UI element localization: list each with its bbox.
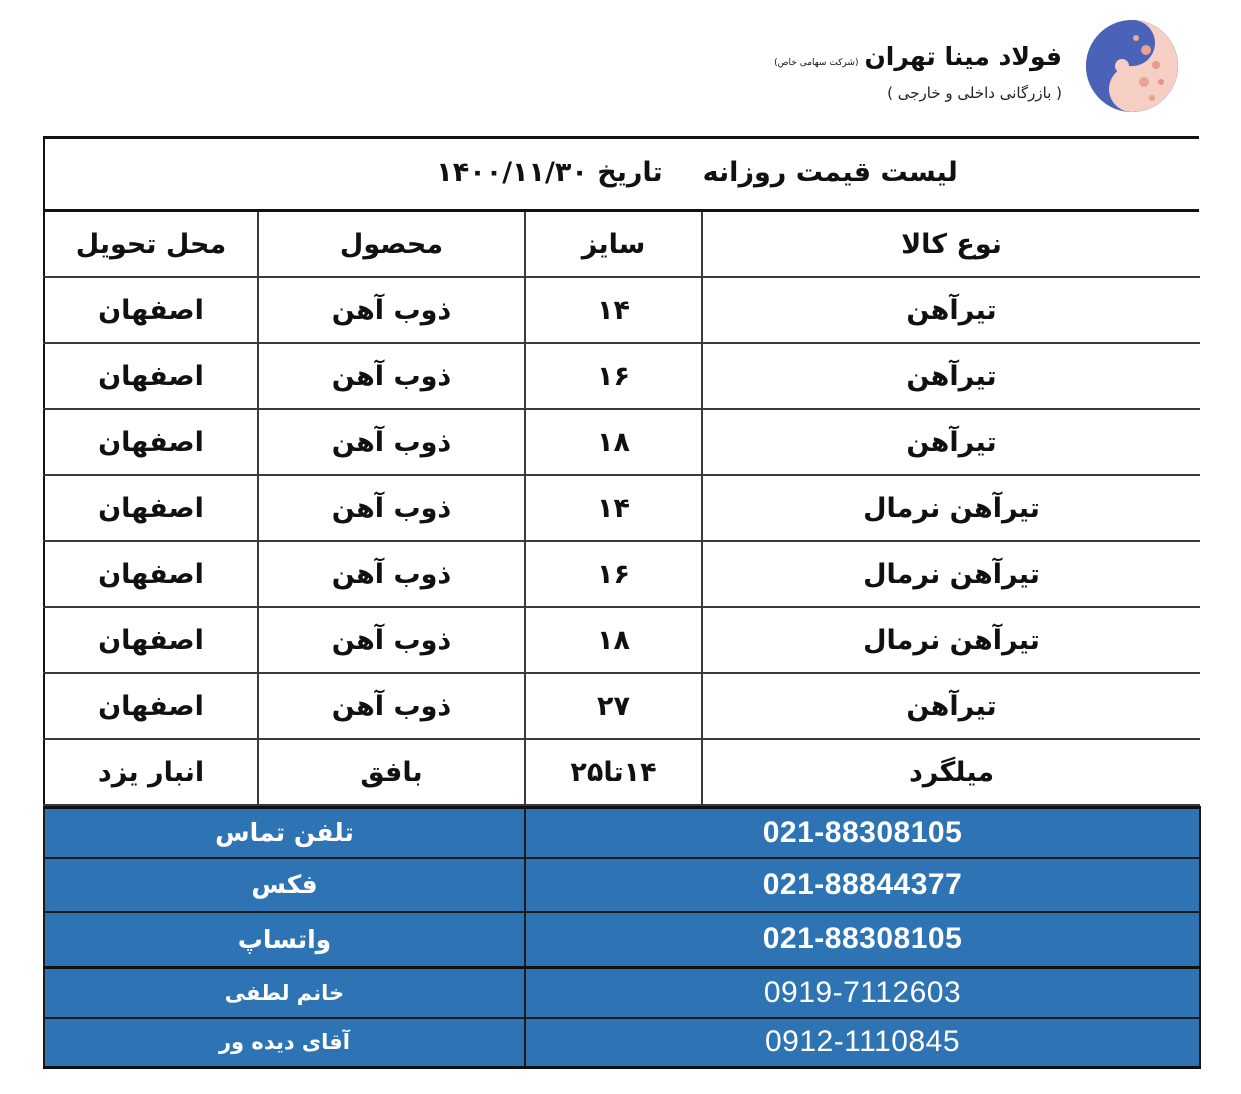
cell-type: تیرآهن xyxy=(702,277,1200,343)
contact-number[interactable]: 0912-1110845 xyxy=(525,1018,1200,1068)
title-heading: لیست قیمت روزانه xyxy=(702,157,958,188)
contact-label: آقای دیده ور xyxy=(44,1018,525,1068)
table-row xyxy=(44,277,1200,343)
cell-delivery: اصفهان xyxy=(44,673,258,739)
table-row xyxy=(44,409,1200,475)
contact-label: فکس xyxy=(44,858,525,912)
contact-row-person xyxy=(44,968,1200,1018)
column-header-delivery: محل تحویل xyxy=(44,212,258,277)
cell-size: ۱۴ xyxy=(525,277,702,343)
cell-delivery: اصفهان xyxy=(44,343,258,409)
cell-size: ۱۴ xyxy=(525,475,702,541)
cell-product: ذوب آهن xyxy=(258,409,525,475)
table-row xyxy=(44,541,1200,607)
contact-number[interactable]: 0919-7112603 xyxy=(525,968,1200,1018)
company-brand xyxy=(774,40,1062,110)
table-row xyxy=(44,607,1200,673)
table-row xyxy=(44,673,1200,739)
company-name: فولاد مینا تهران xyxy=(864,42,1062,71)
cell-delivery: اصفهان xyxy=(44,409,258,475)
company-logo xyxy=(1086,20,1178,112)
cell-product: ذوب آهن xyxy=(258,343,525,409)
contact-number[interactable]: 021-88308105 xyxy=(525,808,1200,858)
cell-product: بافق xyxy=(258,739,525,805)
contact-number[interactable]: 021-88308105 xyxy=(525,912,1200,968)
price-table xyxy=(43,212,1200,806)
cell-size: ۱۸ xyxy=(525,409,702,475)
cell-size: ۱۴تا۲۵ xyxy=(525,739,702,805)
column-header-type: نوع کالا xyxy=(702,212,1200,277)
table-header-row xyxy=(44,212,1200,277)
table-row xyxy=(44,475,1200,541)
table-row xyxy=(44,343,1200,409)
title-row xyxy=(43,136,1199,212)
cell-size: ۱۶ xyxy=(525,541,702,607)
title-date: تاریخ ۱۴۰۰/۱۱/۳۰ xyxy=(436,157,663,188)
price-list-sheet xyxy=(43,136,1199,1069)
cell-delivery: اصفهان xyxy=(44,277,258,343)
contact-label: خانم لطفی xyxy=(44,968,525,1018)
cell-type: تیرآهن نرمال xyxy=(702,607,1200,673)
cell-delivery: اصفهان xyxy=(44,475,258,541)
contact-label: تلفن تماس xyxy=(44,808,525,858)
cell-type: میلگرد xyxy=(702,739,1200,805)
table-row xyxy=(44,739,1200,805)
contact-number[interactable]: 021-88844377 xyxy=(525,858,1200,912)
cell-size: ۲۷ xyxy=(525,673,702,739)
page-title xyxy=(45,157,1199,188)
cell-product: ذوب آهن xyxy=(258,277,525,343)
cell-delivery: اصفهان xyxy=(44,607,258,673)
cell-delivery: انبار یزد xyxy=(44,739,258,805)
cell-size: ۱۶ xyxy=(525,343,702,409)
contact-row-person xyxy=(44,1018,1200,1068)
cell-product: ذوب آهن xyxy=(258,607,525,673)
cell-type: تیرآهن نرمال xyxy=(702,475,1200,541)
company-type: (شرکت سهامی خاص) xyxy=(774,58,859,68)
column-header-size: سایز xyxy=(525,212,702,277)
cell-type: تیرآهن xyxy=(702,673,1200,739)
contact-row-whatsapp xyxy=(44,912,1200,968)
contact-label: واتساپ xyxy=(44,912,525,968)
cell-delivery: اصفهان xyxy=(44,541,258,607)
cell-type: تیرآهن نرمال xyxy=(702,541,1200,607)
cell-product: ذوب آهن xyxy=(258,673,525,739)
cell-size: ۱۸ xyxy=(525,607,702,673)
company-tagline: ( بازرگانی داخلی و خارجی ) xyxy=(887,84,1062,102)
cell-type: تیرآهن xyxy=(702,409,1200,475)
cell-product: ذوب آهن xyxy=(258,541,525,607)
column-header-product: محصول xyxy=(258,212,525,277)
contact-row-phone xyxy=(44,808,1200,858)
contact-table xyxy=(43,806,1201,1069)
cell-type: تیرآهن xyxy=(702,343,1200,409)
contact-row-fax xyxy=(44,858,1200,912)
cell-product: ذوب آهن xyxy=(258,475,525,541)
